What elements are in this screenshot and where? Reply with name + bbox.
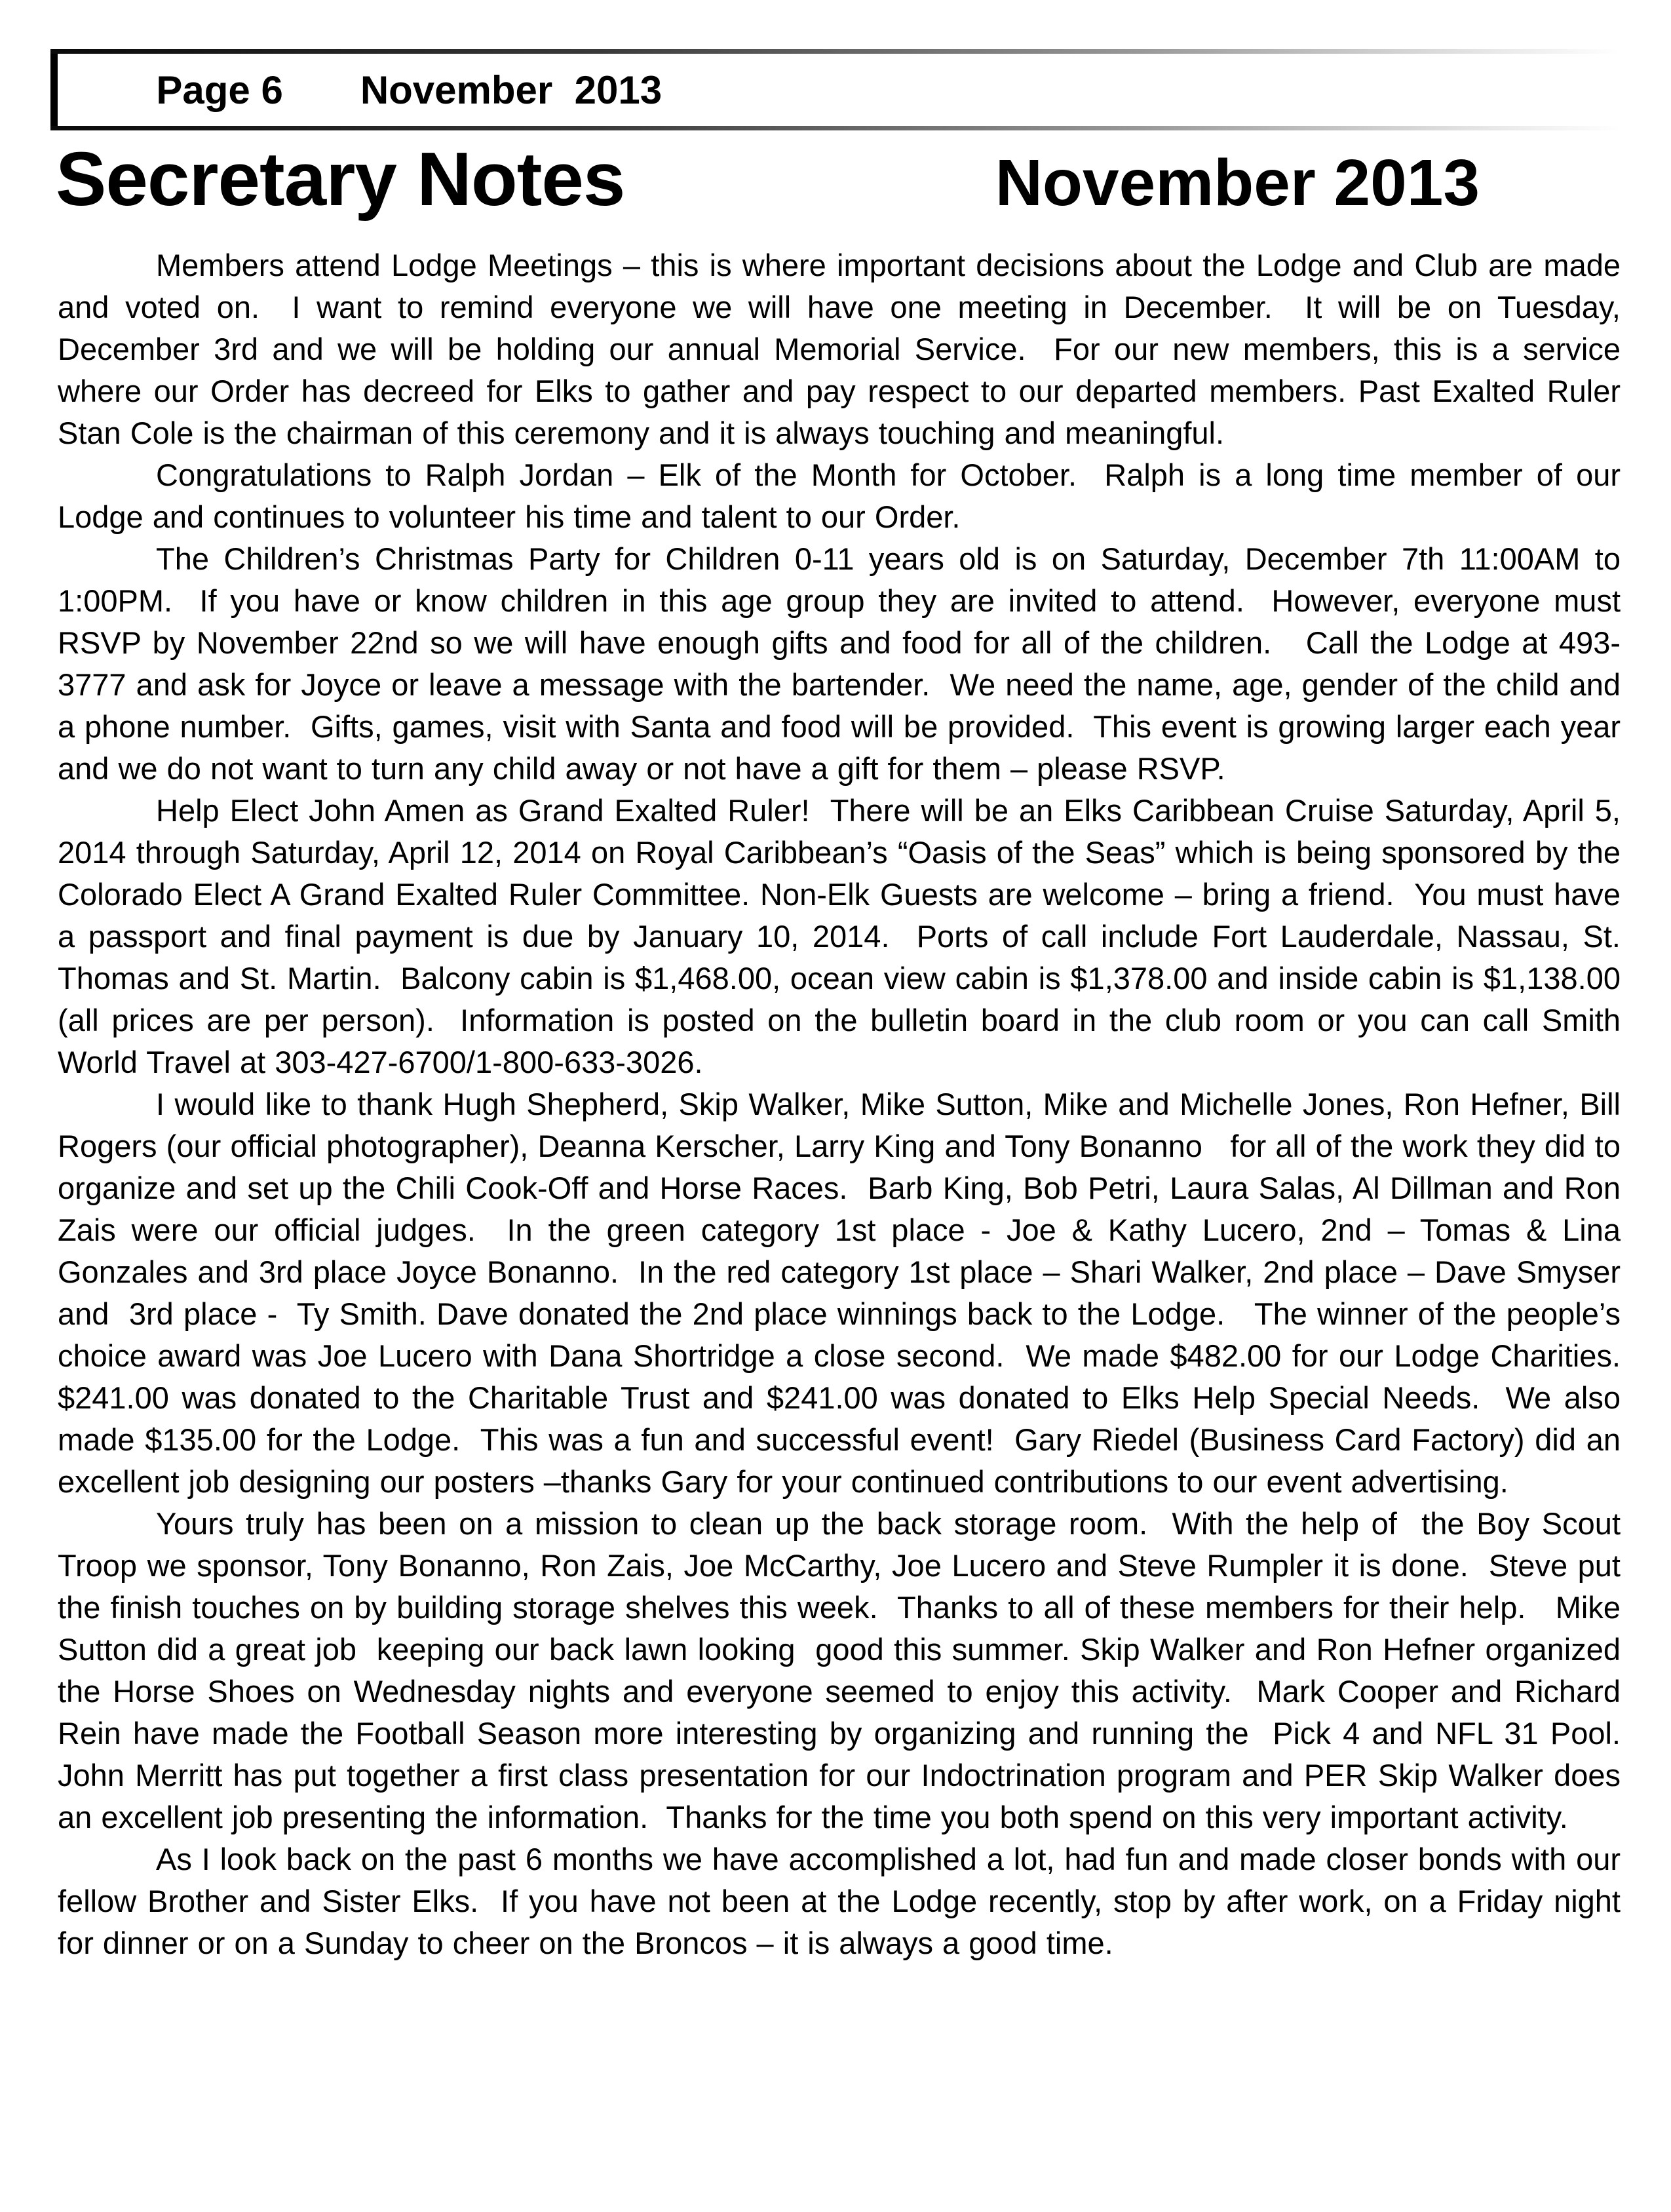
article-date: November 2013: [995, 146, 1480, 220]
header-box-body: [50, 54, 1620, 126]
newsletter-page: [0, 49, 1671, 2212]
body-paragraph: Yours truly has been on a mission to clean up the back storage room. With the help of the Boy Scout Troop we sponsor, Tony Bonanno, Ron Zais, Joe McCarthy, Joe Lucero and Steve Rumpler it is done. Steve put the finish touches on by building storage shelves this week. Thanks to all of these members for their help. Mike Sutton did a great job keeping our back lawn looking good this summer. Skip Walker and Ron Hefner organized the Horse Shoes on Wednesday nights and everyone seemed to enjoy this activity. Mark Cooper and Richard Rein have made the Football Season more interesting by organizing and running the Pick 4 and NFL 31 Pool. John Merritt has put together a first class presentation for our Indoctrination program and PER Skip Walker does an excellent job presenting the information. Thanks for the time you both spend on this very important activity.: [58, 1506, 1630, 1834]
header-date-label: November 2013: [360, 68, 663, 112]
headline-row: [56, 137, 1620, 221]
body-paragraph: Congratulations to Ralph Jordan – Elk of the Month for October. Ralph is a long time member of our Lodge and continues to volunteer his time and talent to our Order.: [58, 457, 1630, 534]
body-paragraph: The Children’s Christmas Party for Children 0-11 years old is on Saturday, December 7th 11:00AM to 1:00PM. If you have or know children in this age group they are invited to attend. However, everyone must RSVP by November 22nd so we will have enough gifts and food for all of the children. Call the Lodge at 493-3777 and ask for Joyce or leave a message with the bartender. We need the name, age, gender of the child and a phone number. Gifts, games, visit with Santa and food will be provided. This event is growing larger each year and we do not want to turn any child away or not have a gift for them – please RSVP.: [58, 541, 1630, 786]
article-body: [58, 244, 1640, 1964]
body-paragraph: I would like to thank Hugh Shepherd, Skip Walker, Mike Sutton, Mike and Michelle Jones, Ron Hefner, Bill Rogers (our official photographer), Deanna Kerscher, Larry King and Tony Bonanno for all of the work they did to organize and set up the Chili Cook-Off and Horse Races. Barb King, Bob Petri, Laura Salas, Al Dillman and Ron Zais were our official judges. In the green category 1st place - Joe & Kathy Lucero, 2nd – Tomas & Lina Gonzales and 3rd place Joyce Bonanno. In the red category 1st place – Shari Walker, 2nd place – Dave Smyser and 3rd place - Ty Smith. Dave donated the 2nd place winnings back to the Lodge. The winner of the people’s choice award was Joe Lucero with Dana Shortridge a close second. We made $482.00 for our Lodge Charities. $241.00 was donated to the Charitable Trust and $241.00 was donated to Elks Help Special Needs. We also made $135.00 for the Lodge. This was a fun and successful event! Gary Riedel (Business Card Factory) did an excellent job designing our posters –thanks Gary for your continued contributions to our event advertising.: [58, 1087, 1640, 1499]
article-title: Secretary Notes: [56, 136, 625, 222]
body-paragraph: As I look back on the past 6 months we have accomplished a lot, had fun and made closer bonds with our fellow Brother and Sister Elks. If you have not been at the Lodge recently, stop by after work, on a Friday night for dinner or on a Sunday to cheer on the Broncos – it is always a good time.: [58, 1842, 1630, 1960]
body-paragraph: Members attend Lodge Meetings – this is where important decisions about the Lodge and Club are made and voted on. I want to remind everyone we will have one meeting in December. It will be on Tuesday, December 3rd and we will be holding our annual Memorial Service. For our new members, this is a service where our Order has decreed for Elks to gather and pay respect to our departed members. Past Exalted Ruler Stan Cole is the chairman of this ceremony and it is always touching and meaningful.: [58, 248, 1630, 450]
body-paragraph: Help Elect John Amen as Grand Exalted Ruler! There will be an Elks Caribbean Cruise Saturday, April 5, 2014 through Saturday, April 12, 2014 on Royal Caribbean’s “Oasis of the Seas” which is being sponsored by the Colorado Elect A Grand Exalted Ruler Committee. Non-Elk Guests are welcome – bring a friend. You must have a passport and final payment is due by January 10, 2014. Ports of call include Fort Lauderdale, Nassau, St. Thomas and St. Martin. Balcony cabin is $1,468.00, ocean view cabin is $1,378.00 and inside cabin is $1,138.00 (all prices are per person). Information is posted on the bulletin board in the club room or you can call Smith World Travel at 303-427-6700/1-800-633-3026.: [58, 793, 1630, 1079]
page-number-label: Page 6: [156, 68, 283, 112]
page-header-box: [50, 49, 1620, 130]
